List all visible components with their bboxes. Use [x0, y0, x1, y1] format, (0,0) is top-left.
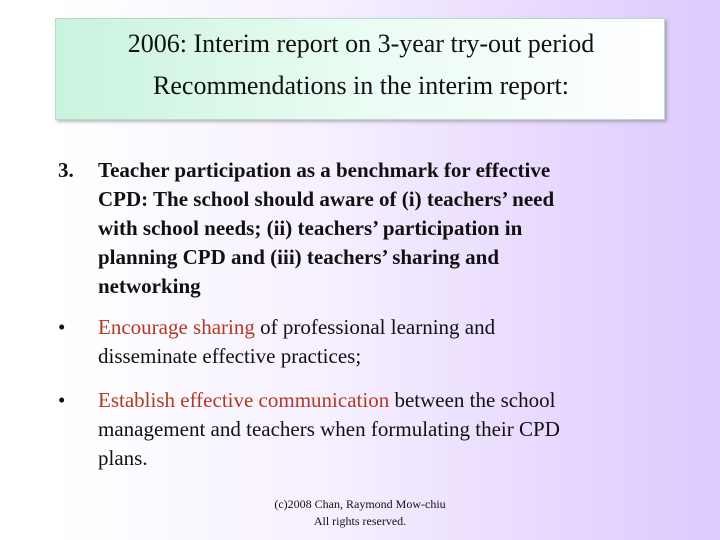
item-line: management and teachers when formulating their CPD [98, 417, 560, 441]
bullet-marker: • [58, 388, 66, 412]
footer-line-1: (c)2008 Chan, Raymond Mow-chiu [274, 497, 446, 511]
title-line-1: 2006: Interim report on 3-year try-out period [127, 29, 595, 58]
item-text-rest: between the school [389, 388, 556, 412]
title-box [55, 18, 665, 120]
title-line-2: Recommendations in the interim report: [153, 71, 569, 100]
copyright-footer [230, 496, 490, 530]
item-text [98, 386, 688, 473]
item-text [98, 156, 688, 301]
highlight-text: Encourage sharing [98, 315, 255, 339]
item-line [98, 313, 688, 342]
item-number: 3. [58, 158, 74, 182]
item-line: planning CPD and (iii) teachers’ sharing and [98, 245, 499, 269]
highlight-text: Establish effective communication [98, 388, 390, 412]
item-text-rest: of professional learning and [254, 315, 496, 339]
item-line [98, 386, 688, 415]
item-line: networking [98, 274, 201, 298]
bullet-marker: • [58, 315, 66, 339]
item-line: disseminate effective practices; [98, 344, 362, 368]
item-line: CPD: The school should aware of (i) teachers’ need [98, 187, 555, 211]
item-line: Teacher participation as a benchmark for effective [98, 158, 551, 182]
footer-line-2: All rights reserved. [313, 514, 407, 528]
item-line: with school needs; (ii) teachers’ participation in [98, 216, 523, 240]
item-text [98, 313, 688, 371]
item-line: plans. [98, 446, 148, 470]
